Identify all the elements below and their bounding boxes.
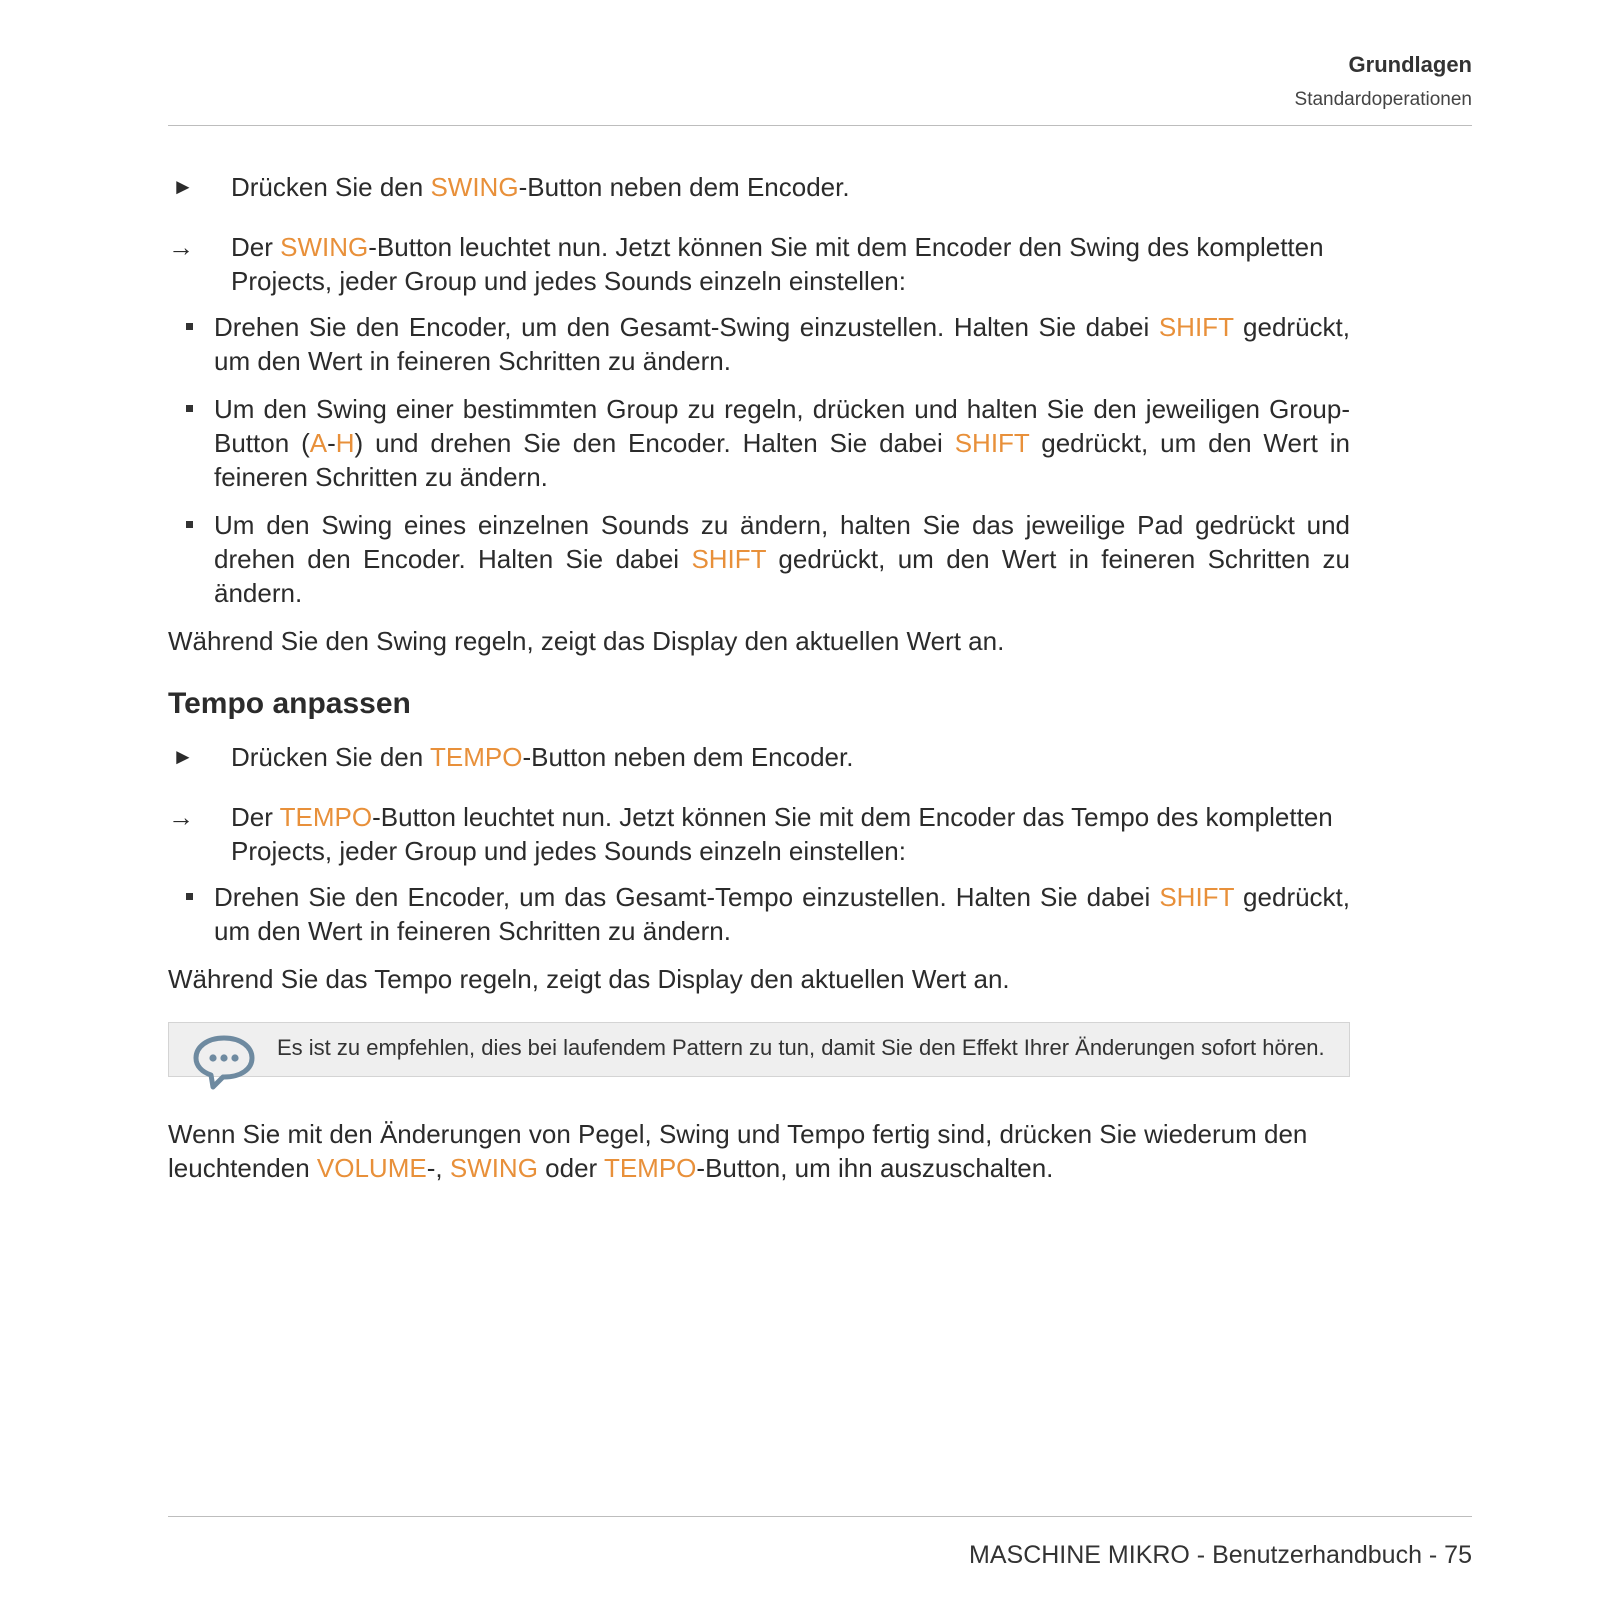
final-paragraph: Wenn Sie mit den Änderungen von Pegel, Swing und Tempo fertig sind, drücken Sie wiederum den leuchtenden VOLUME-, SWING oder TEMPO-Button, um ihn auszuschalten. — [168, 1119, 1308, 1183]
tempo-button-ref: TEMPO — [279, 802, 373, 832]
swing-button-ref: SWING — [449, 1153, 538, 1183]
list-item: Um den Swing eines einzelnen Sounds zu ändern, halten Sie das jeweilige Pad gedrückt und drehen den Encoder. Halten Sie dabei SHIFT gedrückt, um den Wert in feineren Schritten zu ändern. — [168, 508, 1350, 610]
swing-closing-paragraph: Während Sie den Swing regeln, zeigt das Display den aktuellen Wert an. — [168, 626, 1005, 656]
volume-button-ref: VOLUME — [316, 1153, 427, 1183]
swing-button-ref: SWING — [280, 232, 369, 262]
bullet-icon — [186, 405, 193, 412]
bullet-icon — [186, 893, 193, 900]
tempo-action-step: ► Drücken Sie den TEMPO-Button neben dem Encoder. — [172, 742, 854, 772]
chapter-title: Grundlagen — [1348, 52, 1472, 77]
page-content — [168, 170, 1350, 1211]
section-title: Standardoperationen — [1294, 89, 1472, 110]
tempo-bullet-list — [168, 880, 1350, 948]
page-footer: MASCHINE MIKRO - Benutzerhandbuch - 75 — [969, 1541, 1472, 1569]
header-divider — [168, 125, 1472, 126]
shift-button-ref: SHIFT — [1159, 882, 1234, 912]
footer-divider — [168, 1516, 1472, 1517]
bullet-icon — [186, 521, 193, 528]
arrow-marker-icon: → — [168, 232, 194, 262]
swing-bullet-list — [168, 310, 1350, 610]
bullet-icon — [186, 323, 193, 330]
list-item: Drehen Sie den Encoder, um das Gesamt-Tempo einzustellen. Halten Sie dabei SHIFT gedrückt, um den Wert in feineren Schritten zu ändern. — [168, 880, 1350, 948]
speech-bubble-icon — [191, 1033, 257, 1091]
triangle-marker-icon: ► — [172, 744, 194, 769]
tempo-heading: Tempo anpassen — [168, 687, 411, 720]
shift-button-ref: SHIFT — [954, 428, 1030, 458]
tempo-closing-paragraph: Während Sie das Tempo regeln, zeigt das Display den aktuellen Wert an. — [168, 964, 1010, 994]
tip-note-box — [168, 1022, 1350, 1077]
swing-button-ref: SWING — [430, 172, 519, 202]
list-item: Drehen Sie den Encoder, um den Gesamt-Swing einzustellen. Halten Sie dabei SHIFT gedrückt, um den Wert in feineren Schritten zu ändern. — [168, 310, 1350, 378]
shift-button-ref: SHIFT — [691, 544, 767, 574]
swing-result-step: → Der SWING-Button leuchtet nun. Jetzt können Sie mit dem Encoder den Swing des kompletten Projects, jeder Group und jedes Sounds einzeln einstellen: — [168, 232, 1324, 296]
triangle-marker-icon: ► — [172, 174, 194, 199]
shift-button-ref: SHIFT — [1158, 312, 1234, 342]
group-h-ref: H — [335, 428, 355, 458]
group-a-ref: A — [309, 428, 328, 458]
arrow-marker-icon: → — [168, 802, 194, 832]
note-text: Es ist zu empfehlen, dies bei laufendem Pattern zu tun, damit Sie den Effekt Ihrer Änderungen sofort hören. — [277, 1035, 1325, 1060]
tempo-result-step: → Der TEMPO-Button leuchtet nun. Jetzt können Sie mit dem Encoder das Tempo des kompletten Projects, jeder Group und jedes Sounds einzeln einstellen: — [168, 802, 1333, 866]
list-item: Um den Swing einer bestimmten Group zu regeln, drücken und halten Sie den jeweiligen Group-Button (A-H) und drehen Sie den Encoder. Halten Sie dabei SHIFT gedrückt, um den Wert in feineren Schritten zu ändern. — [168, 392, 1350, 494]
swing-action-step: ► Drücken Sie den SWING-Button neben dem Encoder. — [172, 172, 850, 202]
page-header — [168, 50, 1472, 114]
tempo-button-ref: TEMPO — [429, 742, 523, 772]
tempo-button-ref: TEMPO — [603, 1153, 697, 1183]
